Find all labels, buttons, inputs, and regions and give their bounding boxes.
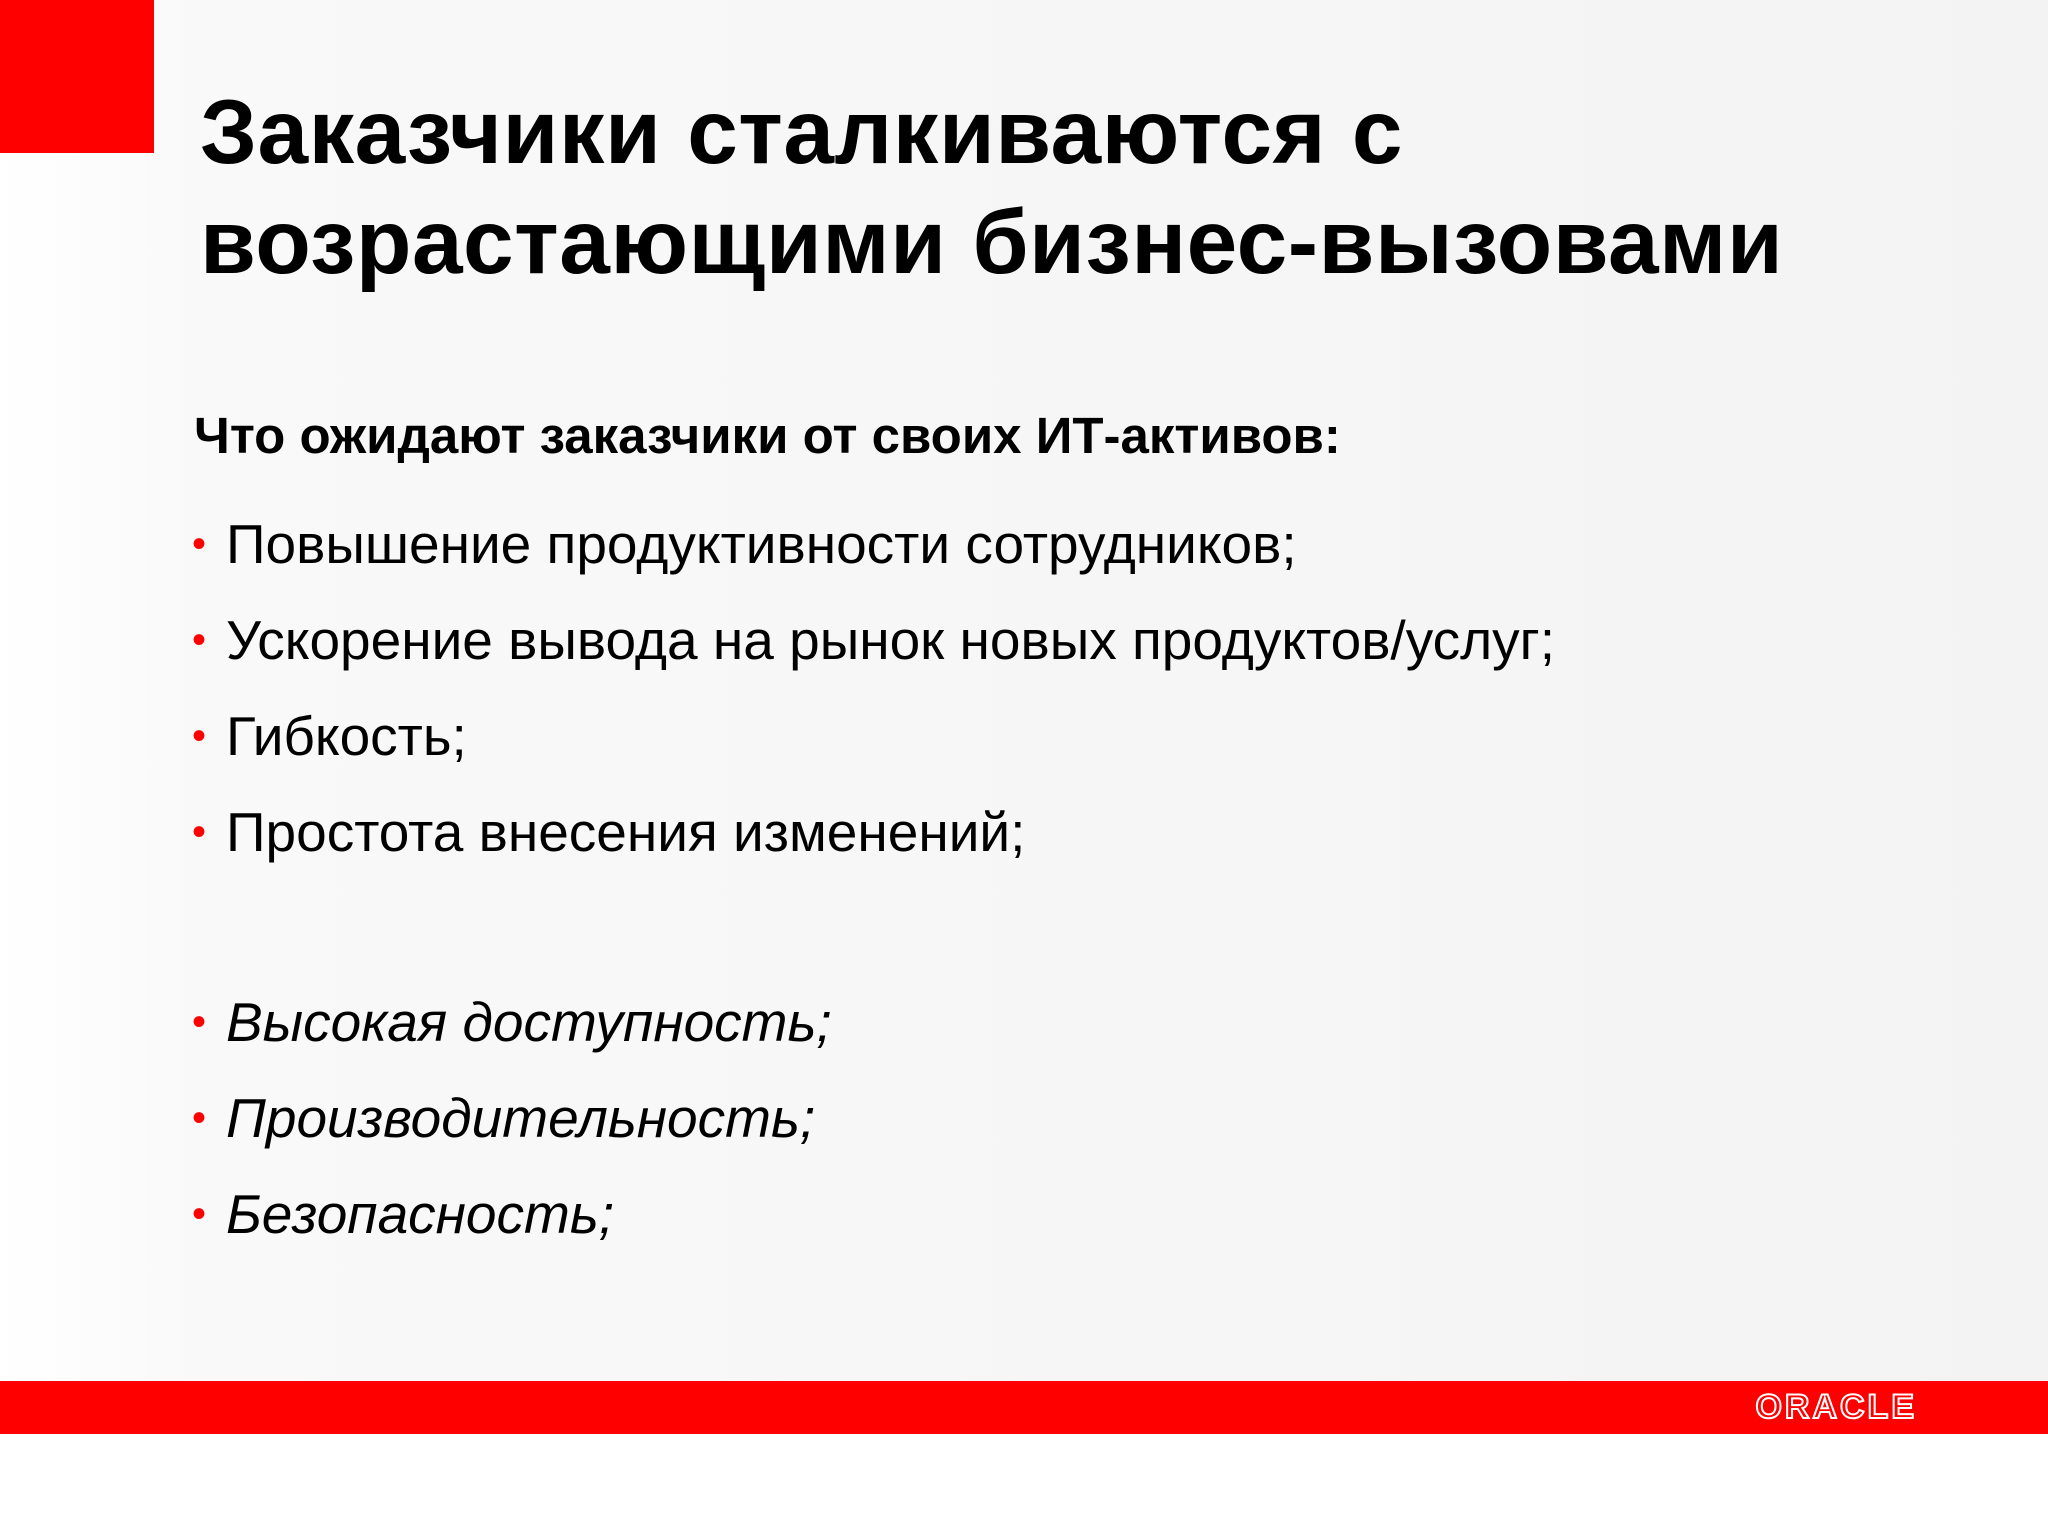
bullet-icon: • bbox=[192, 1000, 207, 1044]
list-item bbox=[192, 1182, 832, 1278]
bullet-icon: • bbox=[192, 810, 207, 854]
bullet-icon: • bbox=[192, 714, 207, 758]
list-item bbox=[192, 608, 1555, 704]
list-item bbox=[192, 704, 1555, 800]
list-item-text: Гибкость; bbox=[226, 705, 467, 767]
list-item bbox=[192, 512, 1555, 608]
slide-title-line-2: возрастающими бизнес-вызовами bbox=[200, 192, 1784, 293]
list-item-text: Безопасность; bbox=[226, 1183, 615, 1245]
bullet-icon: • bbox=[192, 618, 207, 662]
corner-accent-square bbox=[0, 0, 154, 153]
list-item-text: Повышение продуктивности сотрудников; bbox=[226, 513, 1297, 575]
bottom-margin bbox=[0, 1434, 2048, 1536]
list-item bbox=[192, 1086, 832, 1182]
bullet-icon: • bbox=[192, 522, 207, 566]
technical-expectations-list bbox=[192, 990, 832, 1278]
business-expectations-list bbox=[192, 512, 1555, 896]
slide-title-line-1: Заказчики сталкиваются с bbox=[200, 82, 1404, 183]
bullet-icon: • bbox=[192, 1096, 207, 1140]
slide-title bbox=[200, 78, 2020, 298]
slide-subtitle: Что ожидают заказчики от своих ИТ-активов: bbox=[194, 407, 1341, 464]
list-item-text: Простота внесения изменений; bbox=[226, 801, 1026, 863]
list-item-text: Высокая доступность; bbox=[226, 991, 832, 1053]
bullet-icon: • bbox=[192, 1192, 207, 1236]
footer-bar bbox=[0, 1381, 2048, 1434]
list-item bbox=[192, 800, 1555, 896]
list-item-text: Производительность; bbox=[226, 1087, 816, 1149]
list-item-text: Ускорение вывода на рынок новых продуктов/услуг; bbox=[226, 609, 1556, 671]
list-item bbox=[192, 990, 832, 1086]
oracle-logo: ORACLE bbox=[1755, 1388, 1917, 1426]
